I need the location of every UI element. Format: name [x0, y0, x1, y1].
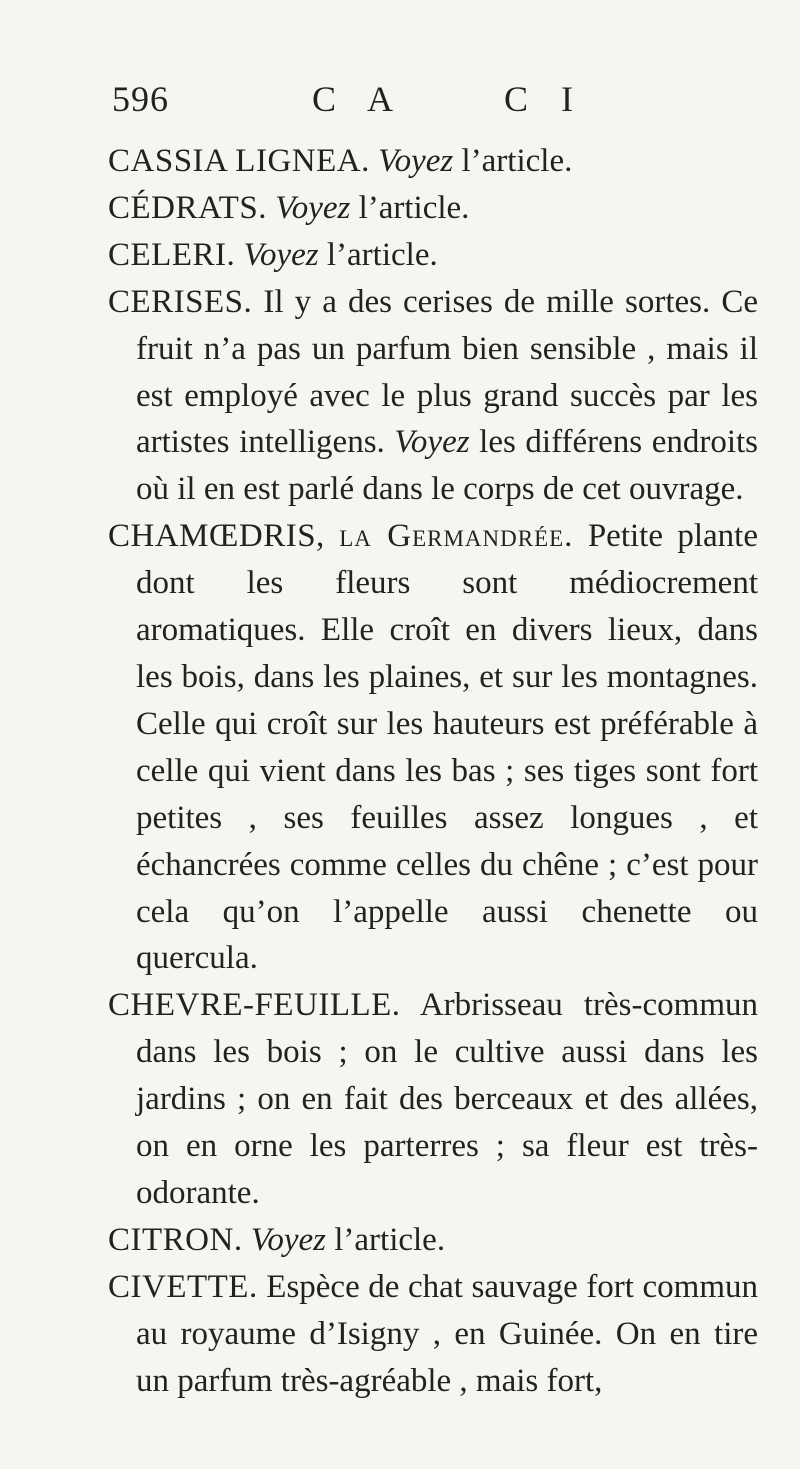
headword: CITRON. [108, 1221, 243, 1258]
dictionary-text [108, 138, 758, 1404]
see-reference: Voyez [243, 236, 319, 273]
entry-chevre-feuille [108, 982, 758, 1217]
see-reference: Voyez [378, 143, 454, 179]
entry-cerises [108, 279, 758, 514]
entry-body: Il y a des cerises de mille sortes. Ce fruit n’a pas un parfum bien sensible , mais il est employé avec le plus grand succès par les artistes intelligens. [136, 283, 758, 461]
alternate-name: la Germandrée. [339, 518, 574, 555]
headword: CERISES. [108, 283, 253, 320]
see-reference: Voyez [275, 189, 351, 226]
running-head [112, 78, 712, 124]
see-reference: Voyez [250, 1221, 326, 1258]
left-guide-letters: C A [312, 79, 406, 119]
right-guide-letters: C I [504, 79, 585, 119]
entry-body: Arbrisseau très-commun dans les bois ; on le cultive aussi dans les jardins ; on en fait des berceaux et des allées, on en orne les parterres ; sa fleur est très-odorante. [136, 987, 758, 1211]
headword: CÉDRATS. [108, 189, 267, 226]
entry-citron [108, 1217, 758, 1264]
entry-chamoedris [108, 513, 758, 982]
entry-civette [108, 1264, 758, 1405]
entry-body: Espèce de chat sauvage fort commun au royaume d’Isigny , en Guinée. On en tire un parfum très-agréable , mais fort, [136, 1268, 759, 1399]
entry-body: l’article. [334, 1221, 446, 1258]
entry-celeri [108, 232, 758, 279]
headword: CHAMŒDRIS, [108, 518, 325, 555]
headword: CIVETTE. [108, 1268, 258, 1305]
entry-body: Petite plante dont les fleurs sont médiocrement aromatiques. Elle croît en divers lieux, dans les bois, dans les plaines, et sur les montagnes. Celle qui croît sur les hauteurs est préférable à celle qui vient dans les bas ; ses tiges sont fort petites , ses feuilles assez longues , et échancrées comme celles du chêne ; c’est pour cela qu’on l’appelle aussi chenette ou quercula. [136, 518, 758, 977]
entry-cassia-lignea [108, 138, 758, 185]
page-number: 596 [112, 79, 169, 119]
see-reference: Voyez [394, 424, 470, 461]
entry-body-continued: les différens endroits où il en est parlé dans le corps de cet ouvrage. [136, 424, 759, 508]
entry-cedrats [108, 185, 758, 232]
entry-body: l’article. [358, 189, 470, 226]
entry-body: l’article. [326, 236, 438, 273]
headword: CHEVRE-FEUILLE. [108, 987, 401, 1024]
headword: CELERI. [108, 236, 236, 273]
headword: CASSIA LIGNEA. [108, 143, 370, 179]
entry-body: l’article. [461, 143, 573, 179]
